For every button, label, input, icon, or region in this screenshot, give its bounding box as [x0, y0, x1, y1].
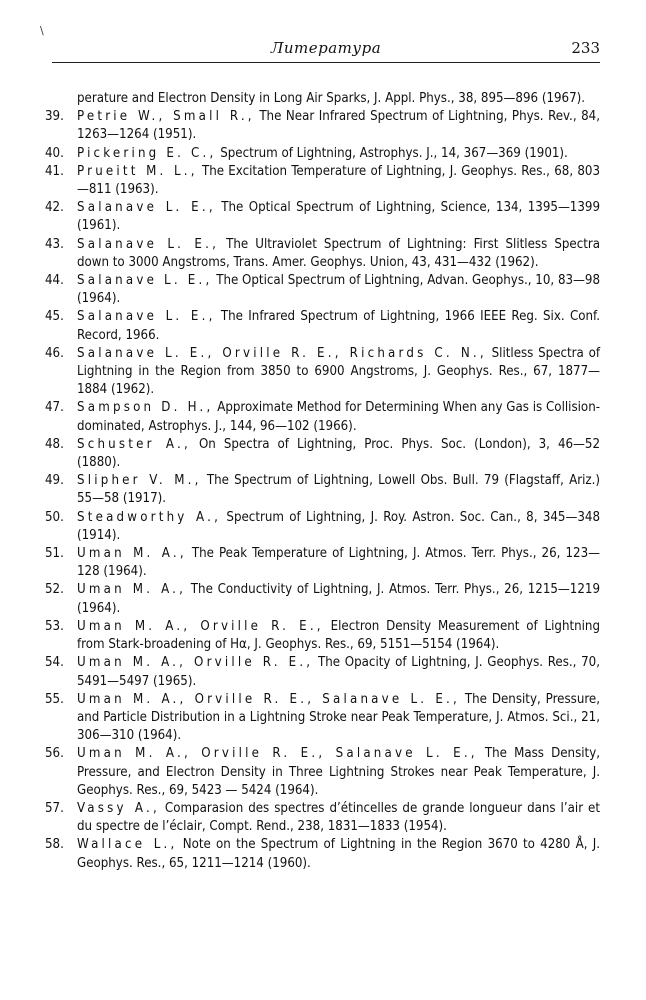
reference-item	[45, 654, 600, 690]
reference-item	[45, 545, 600, 581]
reference-number: 55.	[45, 691, 64, 707]
reference-number: 58.	[45, 837, 64, 853]
reference-number: 42.	[45, 200, 64, 216]
reference-item	[45, 745, 600, 800]
reference-item	[45, 436, 600, 472]
reference-authors: Uman M. A.,	[77, 546, 187, 562]
reference-item	[45, 509, 600, 545]
reference-authors: Salanave L. E.,	[77, 273, 213, 289]
reference-text	[77, 509, 600, 545]
reference-number: 50.	[45, 509, 64, 525]
reference-authors: Uman M. A.,	[77, 582, 187, 598]
reference-authors: Uman M. A., Orville R. E.,	[77, 655, 314, 671]
reference-text	[77, 618, 600, 654]
reference-authors: Salanave L. E.,	[77, 200, 216, 216]
reference-text	[77, 108, 600, 144]
reference-item	[45, 199, 600, 235]
reference-number: 49.	[45, 473, 64, 489]
reference-authors: Sampson D. H.,	[77, 400, 214, 416]
reference-text	[77, 581, 600, 617]
reference-authors: Salanave L. E.,	[77, 236, 220, 252]
reference-details: The Conductivity of Lightning, J. Atmos. Terr. Phys., 26, 1215—1219 (1964).	[77, 582, 600, 616]
reference-text	[77, 199, 600, 235]
reference-details: The Peak Temperature of Lightning, J. Atmos. Terr. Phys., 26, 123—128 (1964).	[77, 546, 600, 580]
reference-details: Spectrum of Lightning, Astrophys. J., 14, 367—369 (1901).	[216, 145, 568, 161]
reference-text	[77, 436, 600, 472]
reference-authors: Uman M. A., Orville R. E., Salanave L. E.,	[77, 691, 460, 707]
reference-authors: Uman M. A., Orville R. E., Salanave L. E.,	[77, 746, 478, 762]
reference-item	[45, 581, 600, 617]
running-header	[52, 34, 600, 63]
reference-authors: Schuster A.,	[77, 436, 191, 452]
reference-authors: Slipher V. M.,	[77, 473, 202, 489]
reference-number: 44.	[45, 273, 64, 289]
reference-number: 53.	[45, 618, 64, 634]
reference-number: 52.	[45, 582, 64, 598]
reference-details: The Density, Pressure, and Particle Distribution in a Lightning Stroke near Peak Temperature, J. Atmos. Sci., 21, 306—310 (1964).	[77, 691, 600, 744]
reference-details: Comparasion des spectres d’étincelles de grande longueur dans l’air et du spectre de l’éclair, Compt. Rend., 238, 1831—1833 (1954).	[77, 800, 600, 835]
running-title: Литература	[270, 39, 382, 57]
reference-item	[45, 163, 600, 199]
reference-text	[77, 472, 600, 508]
reference-number: 48.	[45, 436, 64, 452]
reference-text	[77, 345, 600, 400]
reference-number: 39.	[45, 109, 64, 125]
reference-text	[77, 745, 600, 800]
reference-details: On Spectra of Lightning, Proc. Phys. Soc. (London), 3, 46—52 (1880).	[77, 436, 600, 471]
reference-authors: Prueitt M. L.,	[77, 163, 198, 179]
reference-text	[77, 163, 600, 199]
reference-authors: Petrie W., Small R.,	[77, 109, 255, 125]
reference-authors: Salanave L. E., Orville R. E., Richards C. N.,	[77, 345, 487, 361]
reference-item	[45, 108, 600, 144]
reference-number: 47.	[45, 400, 64, 416]
reference-number: 56.	[45, 746, 64, 762]
reference-item	[45, 236, 600, 272]
reference-item	[45, 836, 600, 872]
reference-authors: Vassy A.,	[77, 800, 160, 816]
reference-details: The Optical Spectrum of Lightning, Science, 134, 1395—1399 (1961).	[77, 200, 600, 234]
reference-text	[77, 654, 600, 690]
reference-text	[77, 399, 600, 435]
page-number: 233	[571, 39, 600, 57]
reference-authors: Steadworthy A.,	[77, 509, 222, 525]
reference-number: 46.	[45, 345, 64, 361]
reference-item	[45, 145, 600, 163]
reference-details: The Excitation Temperature of Lightning, J. Geophys. Res., 68, 803—811 (1963).	[77, 163, 600, 198]
reference-text	[77, 836, 600, 872]
reference-details: Approximate Method for Determining When any Gas is Collision-dominated, Astrophys. J., 144, 96—102 (1966).	[77, 400, 600, 434]
reference-text	[77, 545, 600, 581]
reference-details: Electron Density Measurement of Lightning from Stark-broadening of Hα, J. Geophys. Res., 69, 5151—5154 (1964).	[77, 618, 600, 653]
reference-details: Slitless Spectra of Lightning in the Region from 3850 to 6900 Angstroms, J. Geophys. Res., 67, 1877—1884 (1962).	[77, 345, 601, 398]
reference-details: The Infrared Spectrum of Lightning, 1966 IEEE Reg. Six. Conf. Record, 1966.	[77, 309, 600, 343]
reference-text	[77, 272, 600, 308]
reference-text	[77, 800, 600, 836]
reference-item	[45, 618, 600, 654]
reference-text	[77, 691, 600, 746]
reference-text	[77, 308, 600, 344]
reference-item	[45, 691, 600, 746]
reference-details: Note on the Spectrum of Lightning in the Region 3670 to 4280 Å, J. Geophys. Res., 65, 1211—1214 (1960).	[77, 837, 600, 871]
reference-number: 54.	[45, 655, 64, 671]
reference-details: The Spectrum of Lightning, Lowell Obs. Bull. 79 (Flagstaff, Ariz.) 55—58 (1917).	[77, 473, 600, 507]
reference-authors: Wallace L.,	[77, 837, 178, 853]
reference-item	[45, 472, 600, 508]
reference-authors: Uman M. A., Orville R. E.,	[77, 618, 324, 634]
reference-text	[77, 145, 600, 163]
reference-number: 41.	[45, 163, 64, 179]
reference-number: 40.	[45, 145, 64, 161]
reference-details: The Mass Density, Pressure, and Electron Density in Three Lightning Strokes near Peak Temperature, J. Geophys. Res., 69, 5423 — 5424 (1964).	[77, 746, 600, 798]
reference-authors: Salanave L. E.,	[77, 309, 216, 325]
reference-details: The Ultraviolet Spectrum of Lightning: First Slitless Spectra down to 3000 Angstroms, Trans. Amer. Geophys. Union, 43, 431—432 (1962).	[77, 236, 601, 270]
reference-details: Spectrum of Lightning, J. Roy. Astron. Soc. Can., 8, 345—348 (1914).	[77, 509, 600, 543]
reference-number: 45.	[45, 309, 64, 325]
margin-mark: \	[40, 24, 44, 37]
reference-number: 51.	[45, 546, 64, 562]
reference-continuation: perature and Electron Density in Long Air Sparks, J. Appl. Phys., 38, 895—896 (1967).	[77, 91, 586, 106]
reference-item	[45, 272, 600, 308]
reference-number: 43.	[45, 236, 64, 252]
reference-item	[45, 308, 600, 344]
reference-text	[77, 236, 600, 272]
reference-item	[45, 399, 600, 435]
reference-authors: Pickering E. C.,	[77, 145, 217, 161]
reference-details: The Optical Spectrum of Lightning, Advan. Geophys., 10, 83—98 (1964).	[77, 273, 600, 307]
reference-details: The Near Infrared Spectrum of Lightning, Phys. Rev., 84, 1263—1264 (1951).	[77, 109, 600, 143]
reference-item	[45, 345, 600, 400]
reference-details: The Opacity of Lightning, J. Geophys. Res., 70, 5491—5497 (1965).	[77, 655, 600, 689]
reference-list	[45, 90, 600, 873]
reference-item	[45, 800, 600, 836]
reference-number: 57.	[45, 800, 64, 816]
